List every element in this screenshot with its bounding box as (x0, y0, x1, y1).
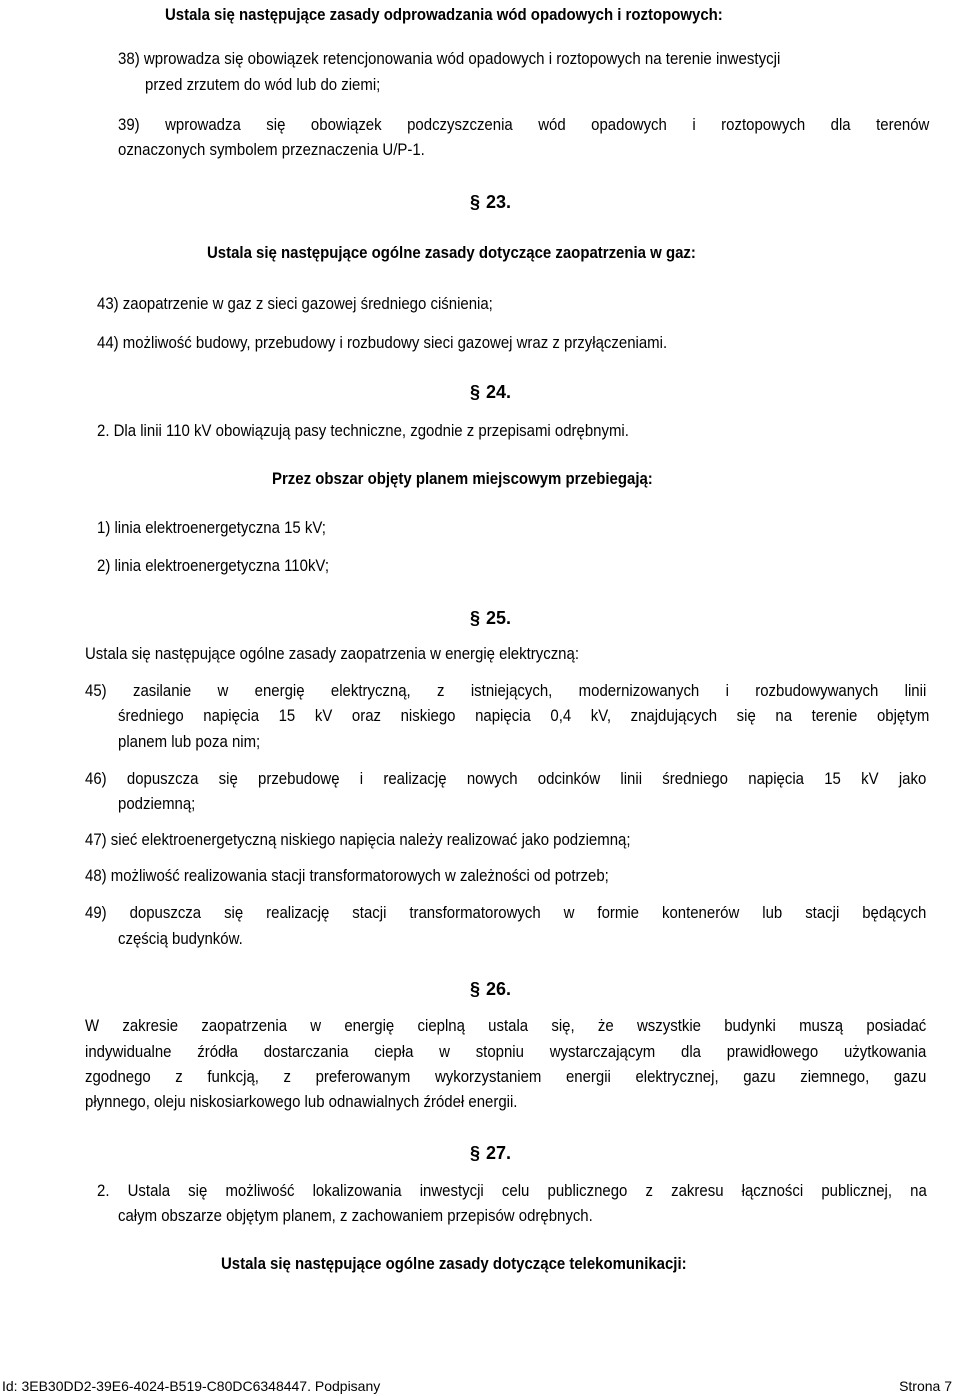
section-25: § 25. (470, 608, 512, 628)
heading-gas: Ustala się następujące ogólne zasady dotyczące zaopatrzenia w gaz: (207, 243, 696, 262)
item-2-public-line-2: całym obszarze objętym planem, z zachowaniem przepisów odrębnych. (118, 1206, 593, 1225)
section-26: § 26. (470, 979, 512, 999)
section-24: § 24. (470, 382, 512, 402)
heading-lines: Przez obszar objęty planem miejscowym przebiegają: (272, 469, 653, 488)
item-45-line-2: średniego napięcia 15 kV oraz niskiego napięcia 0,4 kV, znajdujących się na terenie objętym (118, 706, 930, 725)
item-49-line-1: 49) dopuszcza się realizację stacji transformatorowych w formie kontenerów lub stacji będących (85, 903, 927, 922)
item-39-line-1: 39) wprowadza się obowiązek podczyszczenia wód opadowych i roztopowych dla terenów (118, 115, 930, 134)
heading-power: Ustala się następujące ogólne zasady zaopatrzenia w energię elektryczną: (85, 644, 579, 663)
section-27: § 27. (470, 1143, 512, 1163)
heat-line-3: zgodnego z funkcją, z preferowanym wykorzystaniem energii elektrycznej, gazu ziemnego, gazu (85, 1067, 927, 1086)
section-23: § 23. (470, 192, 512, 212)
item-46-line-1: 46) dopuszcza się przebudowę i realizację nowych odcinków linii średniego napięcia 15 kV jako (85, 769, 927, 788)
item-38-line-2: przed zrzutem do wód lub do ziemi; (145, 75, 381, 94)
item-44: 44) możliwość budowy, przebudowy i rozbudowy sieci gazowej wraz z przyłączeniami. (97, 333, 668, 352)
item-47: 47) sieć elektroenergetyczną niskiego napięcia należy realizować jako podziemną; (85, 830, 631, 849)
footer-page: Strona 7 (899, 1378, 952, 1394)
item-49-line-2: częścią budynków. (118, 929, 243, 948)
heading-telecom: Ustala się następujące ogólne zasady dotyczące telekomunikacji: (221, 1254, 687, 1273)
item-43: 43) zaopatrzenie w gaz z sieci gazowej średniego ciśnienia; (97, 294, 493, 313)
heat-line-1: W zakresie zaopatrzenia w energię cieplną ustala się, że wszystkie budynki muszą posiadać (85, 1016, 927, 1035)
item-45-line-3: planem lub poza nim; (118, 732, 261, 751)
item-38-line-1: 38) wprowadza się obowiązek retencjonowania wód opadowych i roztopowych na terenie inwestycji (118, 49, 781, 68)
footer-id: Id: 3EB30DD2-39E6-4024-B519-C80DC6348447. Podpisany (2, 1378, 381, 1394)
line-110kv: 2) linia elektroenergetyczna 110kV; (97, 556, 330, 575)
heat-line-2: indywidualne źródła dostarczania ciepła w stopniu wystarczającym dla prawidłowego użytkowania (85, 1042, 927, 1061)
item-2-110kv: 2. Dla linii 110 kV obowiązują pasy techniczne, zgodnie z przepisami odrębnymi. (97, 421, 629, 440)
item-46-line-2: podziemną; (118, 794, 196, 813)
item-45-line-1: 45) zasilanie w energię elektryczną, z istniejących, modernizowanych i rozbudowywanych linii (85, 681, 927, 700)
item-48: 48) możliwość realizowania stacji transformatorowych w zależności od potrzeb; (85, 866, 609, 885)
heading-water: Ustala się następujące zasady odprowadzania wód opadowych i roztopowych: (165, 5, 723, 24)
item-39-line-2: oznaczonych symbolem przeznaczenia U/P-1. (118, 140, 425, 159)
item-2-public-line-1: 2. Ustala się możliwość lokalizowania inwestycji celu publicznego z zakresu łączności publicznej, na (97, 1181, 927, 1200)
line-15kv: 1) linia elektroenergetyczna 15 kV; (97, 518, 326, 537)
heat-line-4: płynnego, oleju niskosiarkowego lub odnawialnych źródeł energii. (85, 1092, 518, 1111)
